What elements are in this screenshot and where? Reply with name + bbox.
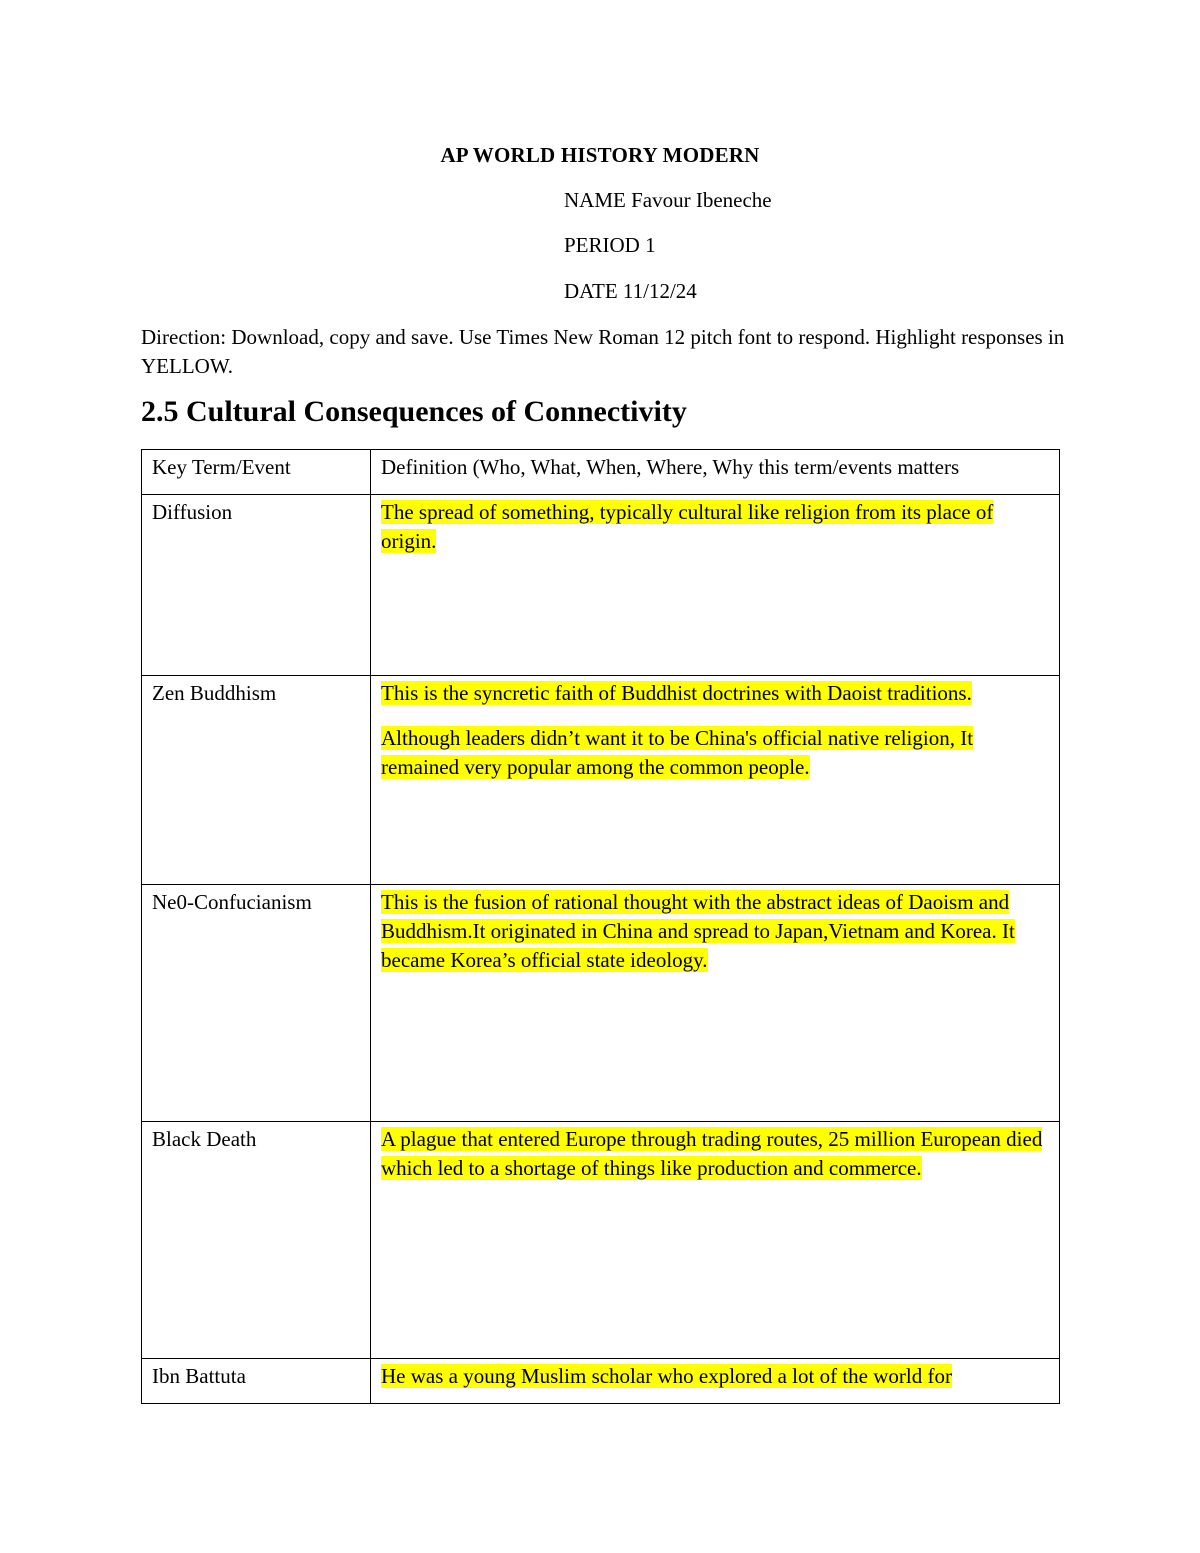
table-row xyxy=(142,495,1060,676)
course-title: AP WORLD HISTORY MODERN xyxy=(440,143,760,167)
definition-response: Although leaders didn’t want it to be China's official native religion, It remained very popular among the common people. xyxy=(381,726,974,779)
term-label: Ne0-Confucianism xyxy=(152,890,312,914)
table-row xyxy=(142,1122,1060,1359)
header-cell-term xyxy=(142,450,371,495)
definition-response: The spread of something, typically cultural like religion from its place of origin. xyxy=(381,500,994,553)
definition-response: This is the fusion of rational thought with the abstract ideas of Daoism and Buddhism.It originated in China and spread to Japan,Vietnam and Korea. It became Korea’s official state ideology. xyxy=(381,890,1015,972)
table-header-row xyxy=(142,450,1060,495)
definition-cell[interactable] xyxy=(371,1359,1060,1404)
definition-response: A plague that entered Europe through trading routes, 25 million European died which led to a shortage of things like production and commerce. xyxy=(381,1127,1043,1180)
table-row xyxy=(142,1359,1060,1404)
term-label: Diffusion xyxy=(152,500,233,524)
term-cell xyxy=(142,1122,371,1359)
definition-cell[interactable] xyxy=(371,885,1060,1122)
student-name-line: NAME Favour Ibeneche xyxy=(564,188,772,212)
term-cell xyxy=(142,676,371,885)
term-label: Black Death xyxy=(152,1127,257,1151)
term-cell xyxy=(142,1359,371,1404)
term-cell xyxy=(142,495,371,676)
header-cell-definition xyxy=(371,450,1060,495)
definition-response: He was a young Muslim scholar who explored a lot of the world for xyxy=(381,1364,952,1388)
definition-cell[interactable] xyxy=(371,676,1060,885)
term-label: Zen Buddhism xyxy=(152,681,277,705)
table-row xyxy=(142,676,1060,885)
definition-cell[interactable] xyxy=(371,495,1060,676)
definition-response: This is the syncretic faith of Buddhist doctrines with Daoist traditions. xyxy=(381,681,972,705)
date-line: DATE 11/12/24 xyxy=(564,279,697,303)
period-line: PERIOD 1 xyxy=(564,233,656,257)
table-row xyxy=(142,885,1060,1122)
definition-cell[interactable] xyxy=(371,1122,1060,1359)
header-term-label: Key Term/Event xyxy=(152,455,291,479)
key-terms-table xyxy=(141,449,1060,1404)
header-definition-label: Definition (Who, What, When, Where, Why this term/events matters xyxy=(381,455,960,479)
term-cell xyxy=(142,885,371,1122)
term-label: Ibn Battuta xyxy=(152,1364,246,1388)
direction-text: Direction: Download, copy and save. Use Times New Roman 12 pitch font to respond. Highlight responses in YELLOW. xyxy=(141,325,1065,378)
section-heading: 2.5 Cultural Consequences of Connectivity xyxy=(141,395,687,428)
